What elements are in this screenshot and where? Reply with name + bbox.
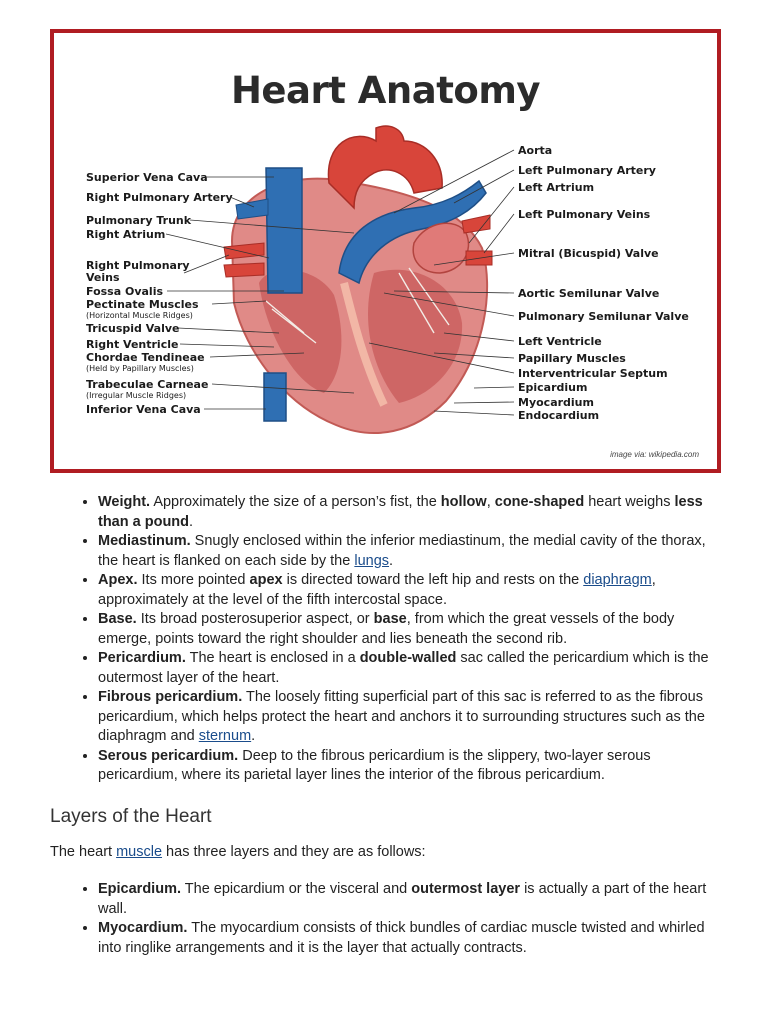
- muscle-link[interactable]: muscle: [116, 843, 163, 860]
- label-chordae-tendineae: Chordae Tendineae: [86, 351, 205, 364]
- label-pectinate-muscles: Pectinate Muscles: [86, 298, 199, 311]
- superior-vena-cava-shape: [266, 168, 302, 293]
- list-item: • Weight. Approximately the size of a person’s fist, the hollow, cone-shaped heart weighs less than a pound.: [98, 493, 725, 532]
- figure-title: Heart Anatomy: [230, 69, 541, 112]
- label-fossa-ovalis: Fossa Ovalis: [86, 285, 164, 298]
- sternum-link[interactable]: sternum: [198, 728, 252, 744]
- label-trabeculae-carneae: Trabeculae Carneae: [86, 378, 209, 391]
- label-aortic-semilunar-valve: Aortic Semilunar Valve: [518, 287, 660, 300]
- label-left-pulmonary-veins: Left Pulmonary Veins: [518, 208, 651, 221]
- label-myocardium: Myocardium: [518, 396, 594, 409]
- list-item: • Epicardium. The epicardium or the visceral and outermost layer is actually a part of the heart wall.: [98, 880, 725, 919]
- list-item: • Serous pericardium. Deep to the fibrous pericardium is the slippery, two-layer serous pericardium, where its parietal layer lines the interior of the fibrous pericardium.: [98, 747, 725, 786]
- label-right-ventricle: Right Ventricle: [86, 338, 179, 351]
- heart-anatomy-figure: [50, 29, 721, 473]
- label-mitral-valve: Mitral (Bicuspid) Valve: [518, 247, 659, 260]
- label-trabeculae-sub: (Irregular Muscle Ridges): [86, 391, 187, 400]
- lungs-link[interactable]: lungs: [354, 552, 390, 569]
- label-endocardium: Endocardium: [518, 409, 600, 422]
- list-item: • Apex. Its more pointed apex is directed toward the left hip and rests on the diaphragm, approximately at the level of the fifth intercostal space.: [98, 571, 725, 610]
- label-left-pulmonary-artery: Left Pulmonary Artery: [518, 164, 656, 177]
- label-right-pulmonary-artery: Right Pulmonary Artery: [86, 191, 233, 204]
- label-pectinate-sub: (Horizontal Muscle Ridges): [86, 311, 193, 320]
- label-interventricular-septum: Interventricular Septum: [518, 367, 668, 380]
- label-right-pulmonary-veins-line1: Right Pulmonary: [86, 259, 190, 272]
- label-left-atrium: Left Artrium: [518, 181, 595, 194]
- label-left-ventricle: Left Ventricle: [518, 335, 602, 348]
- inferior-vena-cava-shape: [264, 373, 286, 421]
- heart-layers-list: [50, 880, 725, 958]
- label-tricuspid-valve: Tricuspid Valve: [86, 322, 180, 335]
- heart-facts-list: [50, 493, 725, 786]
- right-pulmonary-artery-shape: [236, 199, 268, 219]
- label-right-pulmonary-veins-line2: Veins: [86, 271, 120, 284]
- intro-paragraph: The heart muscle has three layers and they are as follows:: [50, 843, 426, 860]
- image-credit: image via: wikipedia.com: [610, 450, 699, 459]
- section-heading: Layers of the Heart: [50, 805, 212, 827]
- label-right-atrium: Right Atrium: [86, 228, 166, 241]
- label-superior-vena-cava: Superior Vena Cava: [86, 171, 208, 184]
- heart-diagram: [54, 33, 717, 469]
- label-inferior-vena-cava: Inferior Vena Cava: [86, 403, 201, 416]
- list-item: • Fibrous pericardium. The loosely fitting superficial part of this sac is referred to as the fibrous pericardium, which helps protect the heart and anchors it to surrounding structures such as the diaphragm and sternum.: [98, 688, 725, 747]
- label-pulmonary-semilunar-valve: Pulmonary Semilunar Valve: [518, 310, 689, 323]
- label-pulmonary-trunk: Pulmonary Trunk: [86, 214, 192, 227]
- label-papillary-muscles: Papillary Muscles: [518, 352, 626, 365]
- diaphragm-link[interactable]: diaphragm: [583, 572, 652, 588]
- list-item: • Myocardium. The myocardium consists of thick bundles of cardiac muscle twisted and whirled into ringlike arrangements and it is the layer that actually contracts.: [98, 919, 725, 958]
- list-item: • Pericardium. The heart is enclosed in a double-walled sac called the pericardium which is the outermost layer of the heart.: [98, 649, 725, 688]
- label-epicardium: Epicardium: [518, 381, 588, 394]
- label-aorta: Aorta: [518, 144, 553, 157]
- article-content: [50, 493, 725, 958]
- list-item: • Mediastinum. Snugly enclosed within the inferior mediastinum, the medial cavity of the thorax, the heart is flanked on each side by the lungs.: [98, 532, 725, 571]
- list-item: • Base. Its broad posterosuperior aspect, or base, from which the great vessels of the body emerge, points toward the right shoulder and lies beneath the second rib.: [98, 610, 725, 649]
- label-chordae-sub: (Held by Papillary Muscles): [86, 364, 194, 373]
